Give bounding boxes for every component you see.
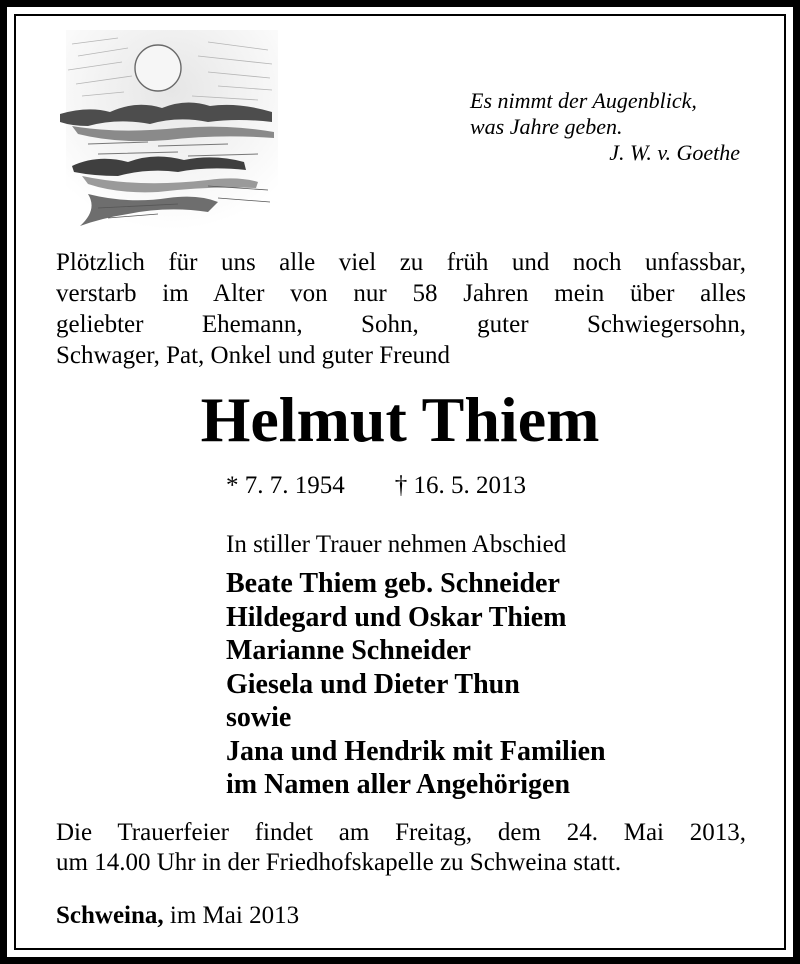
quote bbox=[470, 88, 750, 166]
mourning-intro: In stiller Trauer nehmen Abschied bbox=[226, 531, 567, 558]
place-town: Schweina, bbox=[56, 902, 164, 929]
mourner-name: sowie bbox=[226, 702, 292, 733]
place-date: im Mai 2013 bbox=[169, 902, 300, 929]
life-dates bbox=[226, 470, 526, 502]
funeral-service-info bbox=[56, 818, 746, 878]
intro-line: verstarb im Alter von nur 58 Jahren mein über alles bbox=[56, 280, 746, 307]
mourners-list bbox=[226, 567, 606, 802]
deceased-name: Helmut Thiem bbox=[200, 384, 600, 455]
birth-date: * 7. 7. 1954 bbox=[226, 472, 345, 499]
sunset-landscape-illustration bbox=[58, 26, 280, 232]
quote-author: J. W. v. Goethe bbox=[609, 140, 740, 165]
mourner-name: Giesela und Dieter Thun bbox=[226, 668, 520, 700]
mourner-name: im Namen aller Angehörigen bbox=[226, 769, 571, 800]
quote-line: was Jahre geben. bbox=[470, 114, 623, 139]
mourner-name: Marianne Schneider bbox=[226, 635, 471, 666]
intro-text bbox=[56, 247, 746, 371]
intro-line: Schwager, Pat, Onkel und guter Freund bbox=[56, 342, 451, 369]
mourner-name: Beate Thiem geb. Schneider bbox=[226, 568, 560, 599]
service-line: Die Trauerfeier findet am Freitag, dem 24. Mai 2013, bbox=[56, 819, 746, 846]
quote-line: Es nimmt der Augenblick, bbox=[470, 88, 697, 113]
mourner-name: Jana und Hendrik mit Familien bbox=[226, 735, 606, 767]
place-and-date bbox=[56, 900, 299, 932]
intro-line: geliebter Ehemann, Sohn, guter Schwiegersohn, bbox=[56, 311, 746, 338]
service-line: um 14.00 Uhr in der Friedhofskapelle zu Schweina statt. bbox=[56, 849, 622, 876]
mourner-name: Hildegard und Oskar Thiem bbox=[226, 601, 567, 633]
intro-line: Plötzlich für uns alle viel zu früh und noch unfassbar, bbox=[56, 249, 746, 276]
death-date: † 16. 5. 2013 bbox=[394, 472, 526, 499]
